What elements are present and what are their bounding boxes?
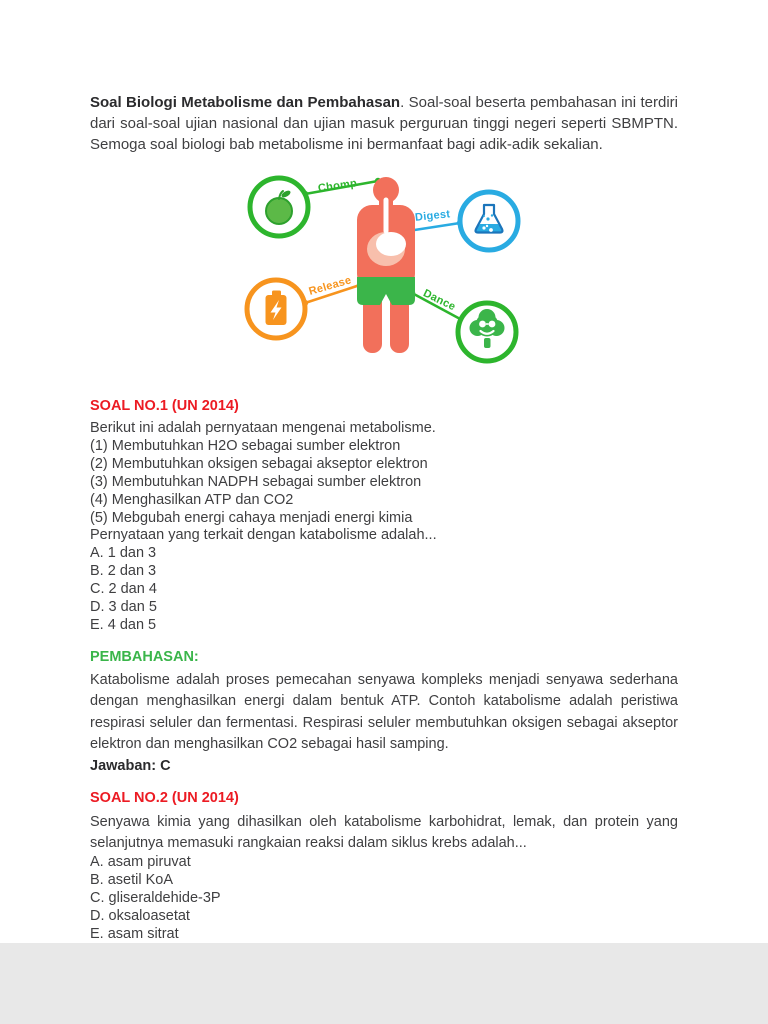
digest-label: Digest xyxy=(414,208,451,224)
soal1-statement-4: (4) Menghasilkan ATP dan CO2 xyxy=(90,491,294,508)
soal2-option-c: C. gliseraldehide-3P xyxy=(90,890,221,907)
chomp-circle xyxy=(250,178,308,236)
soal1-option-b: B. 2 dan 3 xyxy=(90,563,157,580)
soal2-option-b: B. asetil KoA xyxy=(90,872,174,889)
soal1-option-e: E. 4 dan 5 xyxy=(90,616,157,633)
soal1-heading: SOAL NO.1 (UN 2014) xyxy=(90,398,239,414)
soal2-option-e: E. asam sitrat xyxy=(90,925,179,942)
battery-icon xyxy=(266,291,287,326)
soal1-statement-5: (5) Mebgubah energi cahaya menjadi energi kimia xyxy=(90,509,413,526)
metabolism-illustration xyxy=(234,169,534,384)
soal1-option-c: C. 2 dan 4 xyxy=(90,581,157,598)
intro-title: Soal Biologi Metabolisme dan Pembahasan xyxy=(90,94,401,111)
digest-circle xyxy=(460,192,518,250)
soal1-statement-3: (3) Membutuhkan NADPH sebagai sumber elektron xyxy=(90,473,422,490)
stomach-icon xyxy=(376,232,406,256)
soal1-statement-1: (1) Membutuhkan H2O sebagai sumber elektron xyxy=(90,437,401,454)
soal2-option-d: D. oksaloasetat xyxy=(90,908,190,925)
soal2-option-a: A. asam piruvat xyxy=(90,854,191,871)
soal1-intro-line: Berikut ini adalah pernyataan mengenai metabolisme. xyxy=(90,420,436,436)
shorts xyxy=(357,277,415,305)
person-figure xyxy=(357,177,415,353)
intro-paragraph xyxy=(90,92,678,155)
soal2-heading: SOAL NO.2 (UN 2014) xyxy=(90,789,239,806)
pembahasan-body: Katabolisme adalah proses pemecahan senyawa kompleks menjadi senyawa sederhana dengan menghasilkan energi dalam bentuk ATP. Contoh katabolisme adalah peristiwa respirasi seluler dan fermentasi. Respirasi seluler membutuhkan oksigen sebagai akseptor elektron dan menghasilkan CO2 sebagai hasil samping. xyxy=(90,671,678,753)
metabolism-illustration-svg xyxy=(234,169,534,379)
release-label: Release xyxy=(307,274,353,298)
dance-label: Dance xyxy=(421,287,458,314)
soal2-question: Senyawa kimia yang dihasilkan oleh katabolisme karbohidrat, lemak, dan protein yang selanjutnya memasuki rangkaian reaksi dalam siklus krebs adalah... xyxy=(90,813,678,851)
pembahasan-heading: PEMBAHASAN: xyxy=(90,648,199,665)
soal1-option-d: D. 3 dan 5 xyxy=(90,599,157,616)
intro-text: . Soal-soal beserta pembahasan ini terdiri dari soal-soal ujian nasional dan ujian masuk perguruan tinggi negeri seperti SBMPTN. Semoga soal biologi bab metabolisme ini bermanfaat bagi adik-adik sekalian. xyxy=(90,94,678,153)
soal1-statement-2: (2) Membutuhkan oksigen sebagai akseptor elektron xyxy=(90,455,428,472)
answer-line: Jawaban: C xyxy=(90,757,171,774)
chomp-label: Chomp xyxy=(317,177,358,195)
soal1-question-line: Pernyataan yang terkait dengan katabolisme adalah... xyxy=(90,527,437,544)
release-circle xyxy=(247,280,305,338)
soal1-option-a: A. 1 dan 3 xyxy=(90,545,157,562)
dance-circle xyxy=(458,303,516,361)
